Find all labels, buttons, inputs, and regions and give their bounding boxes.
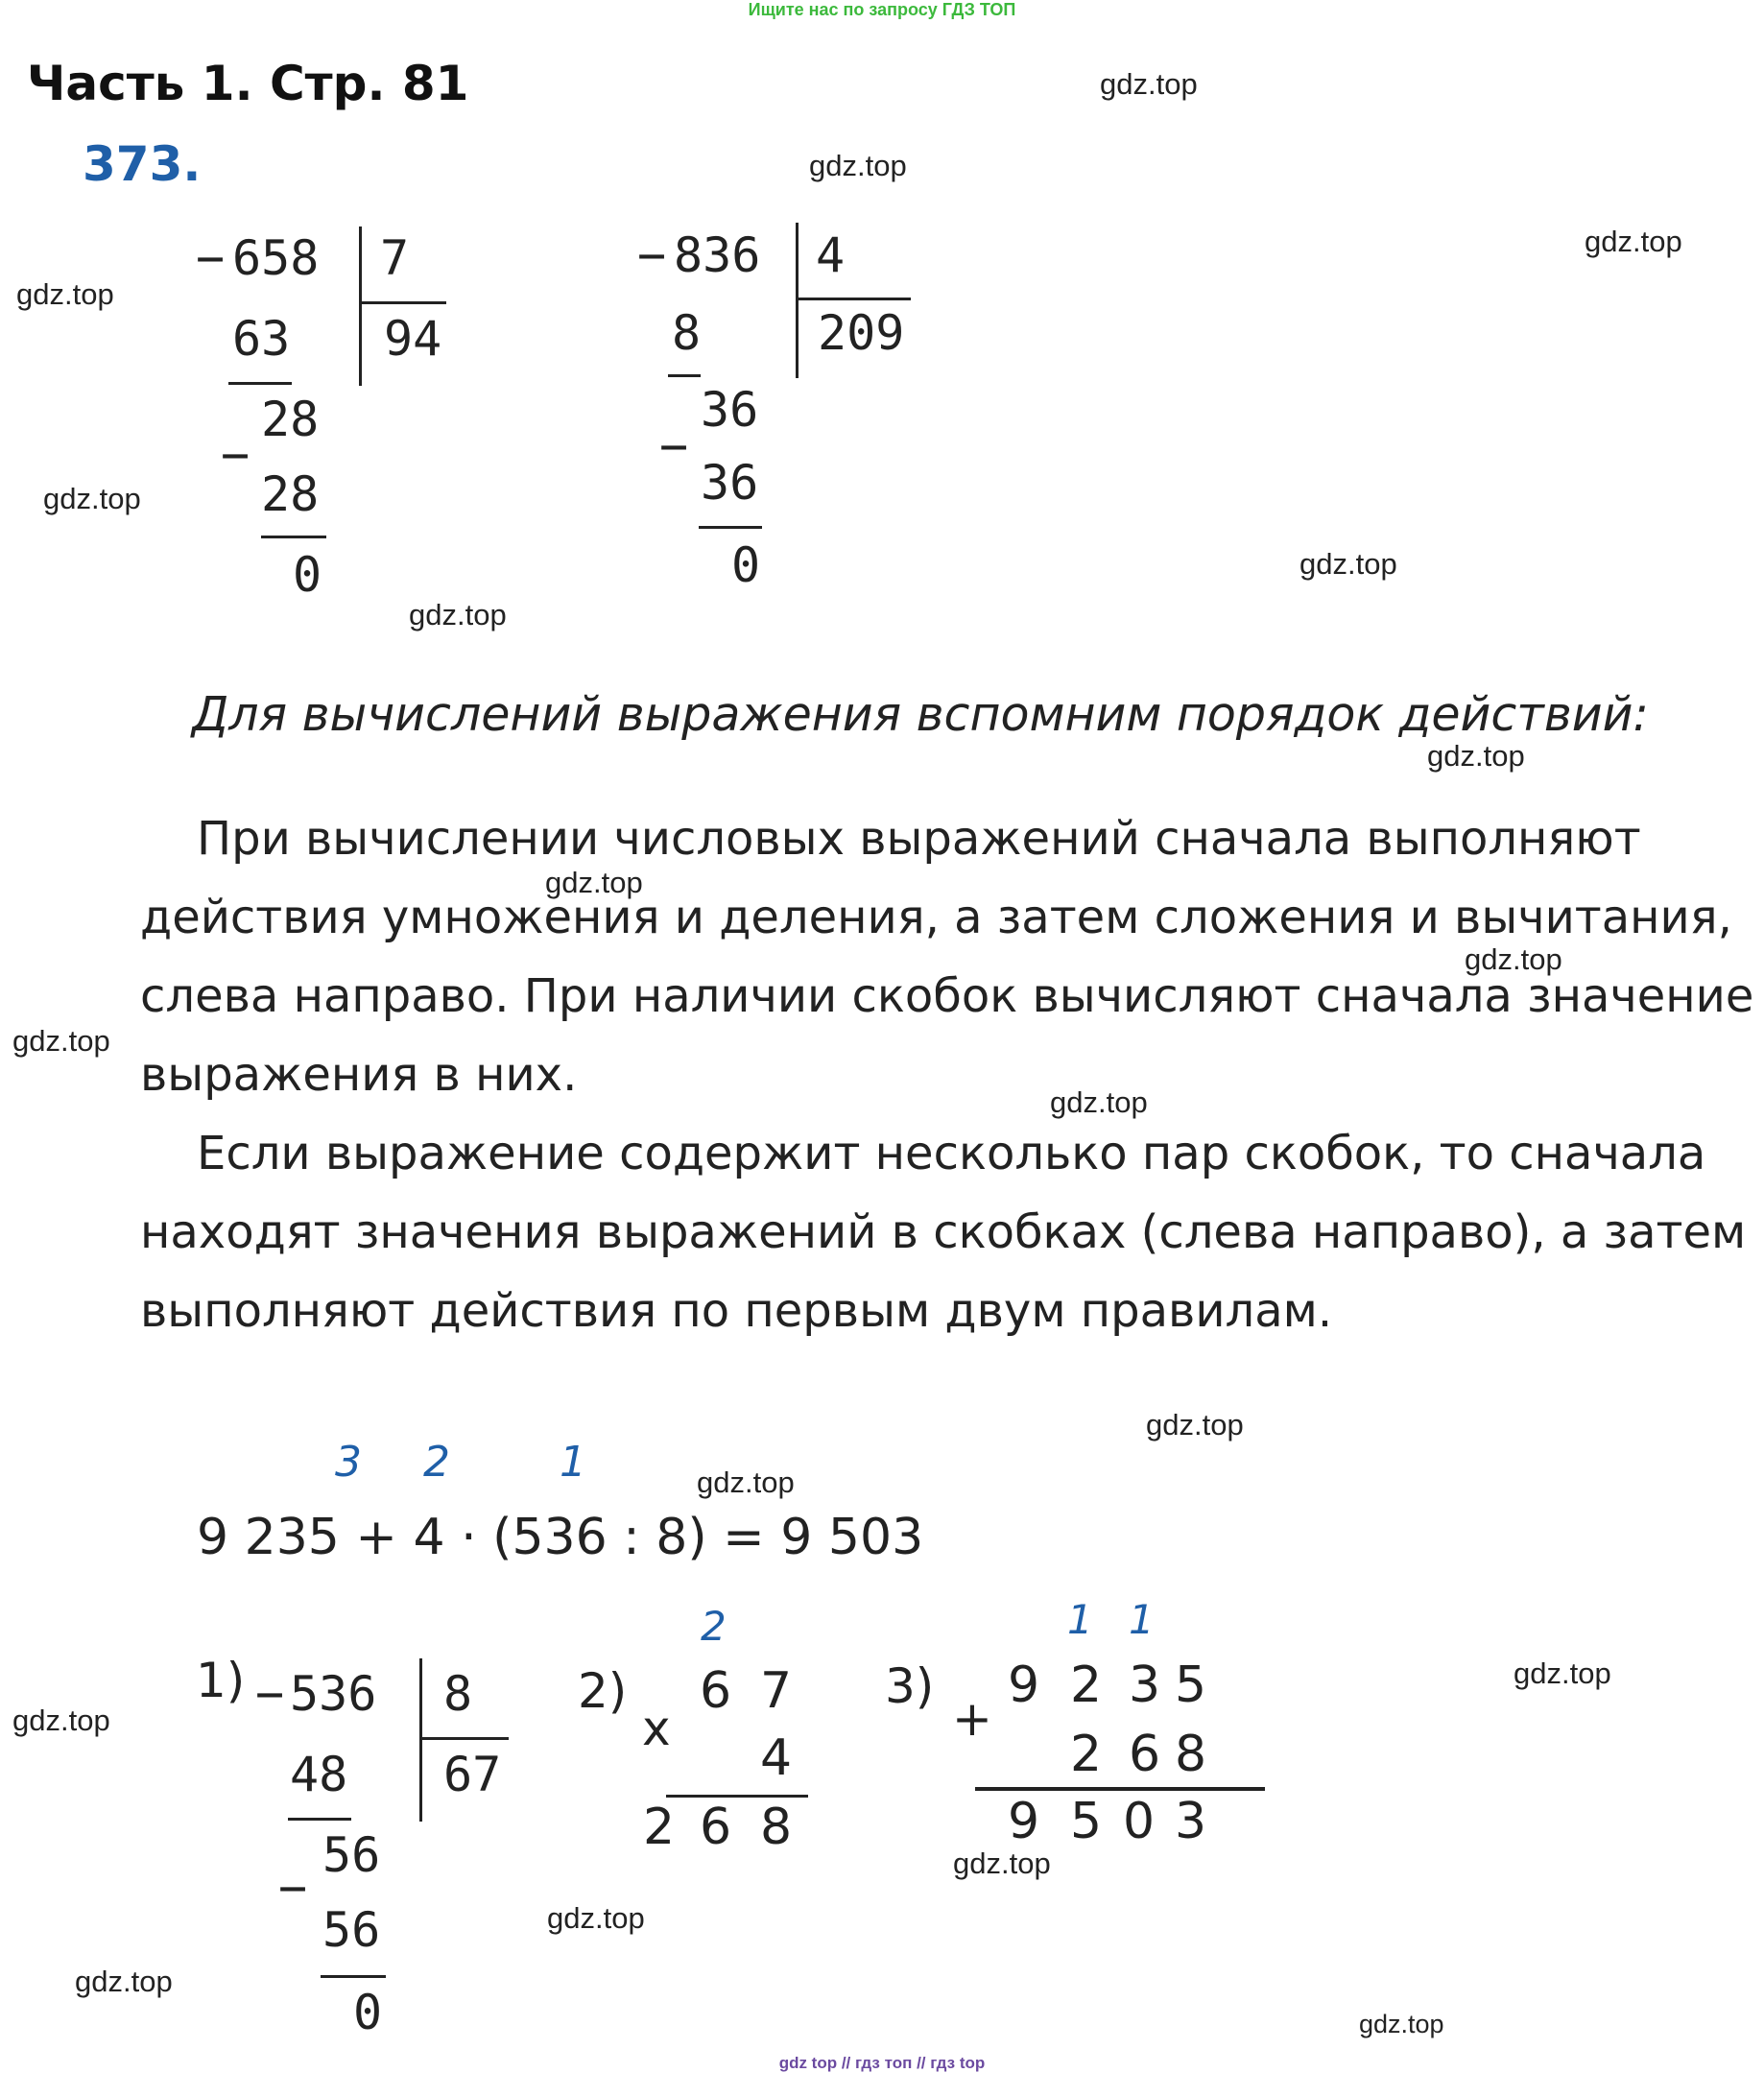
task-number: 373.: [83, 136, 202, 192]
carry-digit: 1: [1129, 1596, 1155, 1643]
watermark: gdz.top: [43, 482, 141, 515]
digit: 6: [1129, 1726, 1161, 1783]
subtrahend: 36: [701, 455, 759, 511]
divisor: 4: [816, 227, 846, 283]
subtraction-line: [321, 1975, 386, 1978]
watermark: gdz.top: [953, 1847, 1051, 1880]
quotient: 67: [443, 1747, 502, 1802]
watermark: gdz.top: [1299, 547, 1397, 581]
dividend: 836: [674, 227, 761, 283]
remainder: 56: [322, 1827, 381, 1883]
division-bar: [419, 1658, 422, 1822]
remainder: 0: [293, 547, 322, 603]
minus-sign: −: [659, 418, 689, 474]
watermark: gdz.top: [1146, 1408, 1244, 1442]
remainder: 0: [731, 537, 761, 593]
step-label: 3): [885, 1658, 935, 1714]
paragraph-line: выражения в них.: [140, 1048, 578, 1102]
rules-heading: Для вычислений выражения вспомним порядок действий:: [192, 687, 1649, 742]
watermark: gdz.top: [545, 866, 643, 899]
digit: 9: [1008, 1656, 1040, 1714]
subtraction-line: [261, 536, 326, 538]
watermark: gdz.top: [809, 149, 907, 182]
paragraph-line: При вычислении числовых выражений сначала выполняют: [197, 812, 1641, 866]
watermark: gdz.top: [16, 277, 114, 311]
digit: 8: [1175, 1726, 1207, 1783]
digit: 3: [1175, 1793, 1207, 1850]
dividend: 536: [290, 1666, 377, 1722]
footer-links[interactable]: gdz top // гдз топ // гдз top: [778, 2054, 986, 2072]
watermark: gdz.top: [697, 1465, 795, 1499]
subtrahend: 28: [261, 466, 320, 522]
watermark: gdz.top: [1465, 942, 1562, 976]
digit: 4: [760, 1729, 793, 1787]
action-order-number: 2: [423, 1438, 450, 1487]
division-bar: [796, 223, 799, 378]
digit: 6: [700, 1662, 732, 1720]
subtrahend: 56: [322, 1902, 381, 1958]
step-label: 2): [578, 1663, 628, 1719]
digit: 7: [760, 1662, 793, 1720]
minus-sign: −: [637, 227, 667, 283]
carry-digit: 2: [701, 1603, 727, 1650]
plus-sign: +: [952, 1691, 992, 1747]
digit: 2: [1070, 1656, 1103, 1714]
remainder: 36: [701, 382, 759, 438]
paragraph-line: выполняют действия по первым двум правилам.: [140, 1284, 1333, 1338]
subtrahend: 48: [290, 1747, 348, 1802]
minus-sign: −: [221, 427, 250, 483]
digit: 2: [1070, 1726, 1103, 1783]
paragraph-line: находят значения выражений в скобках (слева направо), а затем: [140, 1205, 1747, 1259]
digit: 2: [643, 1799, 676, 1856]
subtrahend: 63: [232, 311, 291, 367]
digit: 8: [760, 1799, 793, 1856]
digit: 0: [1123, 1793, 1156, 1850]
minus-sign: −: [196, 230, 226, 286]
divisor: 8: [443, 1666, 473, 1722]
watermark: gdz.top: [1050, 1085, 1148, 1119]
carry-digit: 1: [1067, 1596, 1093, 1643]
digit: 9: [1008, 1793, 1040, 1850]
divisor: 7: [380, 230, 410, 286]
quotient: 94: [384, 311, 442, 367]
watermark: gdz.top: [409, 598, 507, 631]
expression: 9 235 + 4 · (536 : 8) = 9 503: [197, 1509, 924, 1566]
quotient-line: [361, 301, 446, 304]
remainder: 0: [353, 1985, 383, 2040]
watermark: gdz.top: [1427, 739, 1525, 773]
watermark: gdz.top: [12, 1704, 110, 1737]
subtrahend: 8: [672, 305, 702, 361]
result-line: [666, 1795, 808, 1798]
dividend: 658: [232, 230, 320, 286]
quotient-line: [798, 298, 911, 300]
paragraph-line: Если выражение содержит несколько пар скобок, то сначала: [197, 1127, 1706, 1180]
digit: 3: [1129, 1656, 1161, 1714]
paragraph-line: слева направо. При наличии скобок вычисляют сначала значение: [140, 969, 1754, 1023]
watermark: gdz.top: [547, 1901, 645, 1935]
subtraction-line: [699, 526, 762, 529]
minus-sign: −: [255, 1666, 285, 1722]
watermark: gdz.top: [1359, 2010, 1444, 2038]
minus-sign: −: [278, 1860, 308, 1916]
watermark: gdz.top: [1100, 67, 1198, 101]
subtraction-line: [668, 374, 701, 377]
remainder: 28: [261, 392, 320, 447]
page-title: Часть 1. Стр. 81: [27, 56, 469, 111]
action-order-number: 1: [560, 1438, 586, 1487]
division-bar: [359, 226, 362, 386]
subtraction-line: [228, 382, 292, 385]
digit: 5: [1070, 1793, 1103, 1850]
paragraph-line: действия умножения и деления, а затем сложения и вычитания,: [140, 891, 1732, 944]
action-order-number: 3: [335, 1438, 362, 1487]
quotient-line: [421, 1737, 509, 1740]
digit: 6: [700, 1799, 732, 1856]
watermark: gdz.top: [12, 1024, 110, 1058]
watermark: gdz.top: [1514, 1656, 1611, 1690]
step-label: 1): [196, 1653, 246, 1708]
top-banner[interactable]: Ищите нас по запросу ГДЗ ТОП: [748, 0, 1016, 19]
watermark: gdz.top: [1585, 225, 1682, 258]
multiply-sign: x: [642, 1701, 671, 1756]
watermark: gdz.top: [75, 1965, 173, 1998]
result-line: [975, 1787, 1265, 1791]
subtraction-line: [288, 1818, 351, 1821]
quotient: 209: [818, 305, 905, 361]
digit: 5: [1175, 1656, 1207, 1714]
